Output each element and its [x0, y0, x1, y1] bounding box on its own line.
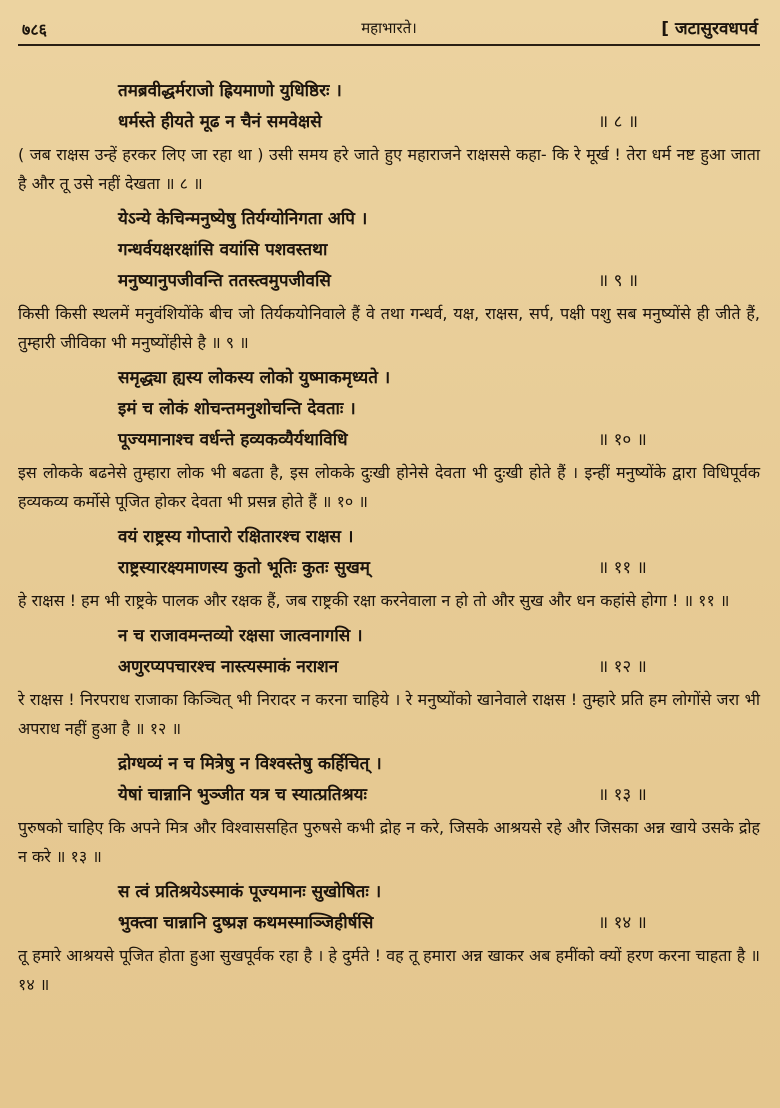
section-title: [ जटासुरवधपर्व: [661, 19, 758, 39]
shloka-block-11: [18, 522, 760, 615]
page-content: [18, 46, 760, 999]
verse-line: [118, 394, 760, 425]
verse-line: [118, 621, 760, 652]
sanskrit-verse: [118, 749, 760, 811]
sanskrit-verse: [118, 204, 760, 297]
verse-text: येषां चान्नानि भुञ्जीत यत्र च स्यात्प्रतिश्रयः: [118, 785, 367, 805]
hindi-translation: हे राक्षस ! हम भी राष्ट्रके पालक और रक्षक हैं, जब राष्ट्रकी रक्षा करनेवाला न हो तो और सुख और धन कहांसे होगा ! ॥ ११ ॥: [18, 591, 730, 610]
shloka-block-14: [18, 877, 760, 999]
shloka-block-8: [18, 76, 760, 198]
verse-line: [118, 425, 760, 456]
verse-line: [118, 363, 760, 394]
verse-number: ॥ १४ ॥: [598, 913, 647, 933]
verse-line: [118, 652, 760, 683]
page-header: [18, 0, 760, 46]
sanskrit-verse: [118, 621, 760, 683]
verse-text: न च राजावमन्तव्यो रक्षसा जात्वनागसि ।: [118, 626, 363, 646]
verse-line: [118, 553, 760, 584]
verse-line: [118, 107, 760, 138]
hindi-translation: ( जब राक्षस उन्हें हरकर लिए जा रहा था ) उसी समय हरे जाते हुए महाराजने राक्षससे कहा- कि रे मूर्ख ! तेरा धर्म नष्ट हुआ जाता है और तू उसे नहीं देखता ॥ ८ ॥: [18, 145, 760, 193]
verse-line: [118, 877, 760, 908]
verse-text: येऽन्ये केचिन्मनुष्येषु तिर्यग्योनिगता अपि ।: [118, 209, 368, 229]
header-rule: [18, 44, 760, 46]
hindi-translation: रे राक्षस ! निरपराध राजाका किञ्चित् भी निरादर न करना चाहिये । रे मनुष्योंको खानेवाले राक्षस ! तुम्हारे प्रति हम लोगोंसे जरा भी अपराध नहीं हुआ है ॥ १२ ॥: [18, 690, 760, 738]
verse-text: पूज्यमानाश्च वर्धन्ते हव्यकव्यैर्यथाविधि: [118, 430, 348, 450]
verse-number: ॥ १३ ॥: [598, 785, 647, 805]
verse-line: [118, 266, 760, 297]
verse-text: वयं राष्ट्रस्य गोप्तारो रक्षितारश्च राक्षस ।: [118, 527, 354, 547]
verse-number: ॥ ११ ॥: [598, 558, 647, 578]
verse-text: मनुष्यानुपजीवन्ति ततस्त्वमुपजीवसि: [118, 271, 331, 291]
verse-text: गन्धर्वयक्षरक्षांसि वयांसि पशवस्तथा: [118, 240, 328, 260]
hindi-translation: इस लोकके बढनेसे तुम्हारा लोक भी बढता है, इस लोकके दुःखी होनेसे देवता भी दुःखी होते हैं । इन्हीं मनुष्योंके द्वारा विधिपूर्वक हव्यकव्य कर्मोसे पूजित होकर देवता भी प्रसन्न होते हैं ॥ १० ॥: [18, 463, 760, 511]
shloka-block-13: [18, 749, 760, 871]
verse-text: समृद्ध्या ह्यस्य लोकस्य लोको युष्माकमृध्यते ।: [118, 368, 391, 388]
hindi-translation: किसी किसी स्थलमें मनुवंशियोंके बीच जो तिर्यकयोनिवाले हैं वे तथा गन्धर्व, यक्ष, राक्षस, सर्प, पक्षी पशु सब मनुष्योंसे ही जीते हैं, तुम्हारी जीविका भी मनुष्योंहीसे है ॥ ९ ॥: [18, 304, 760, 352]
verse-line: [118, 204, 760, 235]
verse-line: [118, 235, 760, 266]
sanskrit-verse: [118, 522, 760, 584]
sanskrit-verse: [118, 877, 760, 939]
verse-line: [118, 908, 760, 939]
verse-line: [118, 522, 760, 553]
verse-number: ॥ ९ ॥: [598, 271, 639, 291]
verse-text: अणुरप्यपचारश्च नास्त्यस्माकं नराशन: [118, 657, 339, 677]
verse-text: इमं च लोकं शोचन्तमनुशोचन्ति देवताः ।: [118, 399, 356, 419]
verse-line: [118, 780, 760, 811]
shloka-block-12: [18, 621, 760, 743]
sanskrit-verse: [118, 363, 760, 456]
verse-text: भुक्त्वा चान्नानि दुष्प्रज्ञ कथमस्माञ्जिहीर्षसि: [118, 913, 374, 933]
shloka-block-9: [18, 204, 760, 357]
verse-text: राष्ट्रस्यारक्ष्यमाणस्य कुतो भूतिः कुतः सुखम्: [118, 558, 370, 578]
page-number: ७८६: [22, 20, 47, 39]
verse-text: धर्मस्ते हीयते मूढ न चैनं समवेक्षसे: [118, 112, 322, 132]
verse-number: ॥ १० ॥: [598, 430, 647, 450]
sanskrit-verse: [118, 76, 760, 138]
verse-text: तमब्रवीद्धर्मराजो ह्रियमाणो युधिष्ठिरः ।: [118, 81, 342, 101]
verse-text: स त्वं प्रतिश्रयेऽस्माकं पूज्यमानः सुखोषितः ।: [118, 882, 382, 902]
book-title: महाभारते।: [361, 19, 417, 37]
verse-line: [118, 749, 760, 780]
hindi-translation: पुरुषको चाहिए कि अपने मित्र और विश्वाससहित पुरुषसे कभी द्रोह न करे, जिसके आश्रयसे रहे और जिसका अन्न खाये उसके द्रोह न करे ॥ १३ ॥: [18, 818, 760, 866]
shloka-block-10: [18, 363, 760, 516]
verse-text: द्रोग्धव्यं न च मित्रेषु न विश्वस्तेषु कर्हिचित् ।: [118, 754, 382, 774]
verse-line: [118, 76, 760, 107]
hindi-translation: तू हमारे आश्रयसे पूजित होता हुआ सुखपूर्वक रहा है । हे दुर्मते ! वह तू हमारा अन्न खाकर अब हमींको क्यों हरण करना चाहता है ॥ १४ ॥: [18, 946, 760, 994]
verse-number: ॥ ८ ॥: [598, 112, 639, 132]
verse-number: ॥ १२ ॥: [598, 657, 647, 677]
